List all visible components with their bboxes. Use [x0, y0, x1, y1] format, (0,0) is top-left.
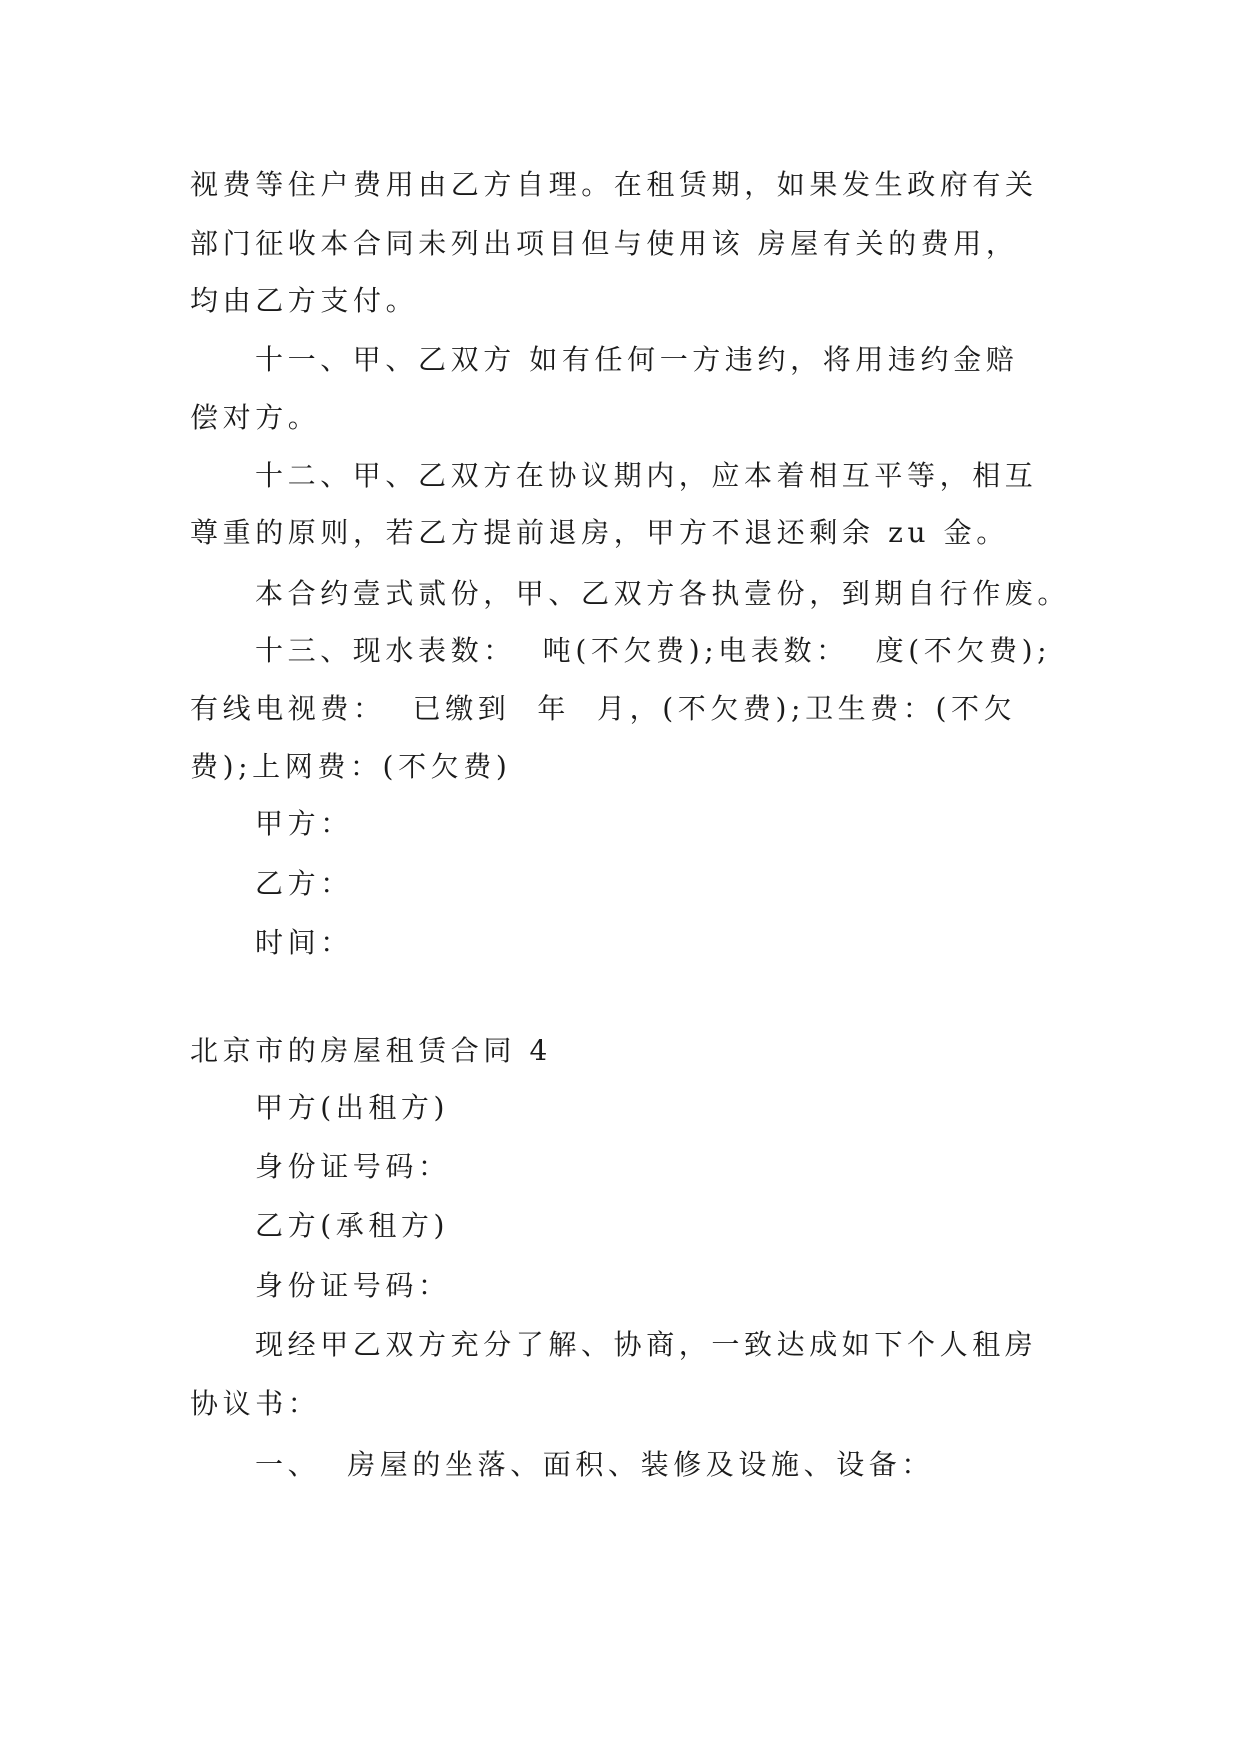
paragraph-line: 有线电视费： 已缴到 年 月，(不欠费);卫生费：(不欠 [190, 692, 1017, 725]
paragraph-line: 部门征收本合同未列出项目但与使用该 房屋有关的费用， [190, 227, 1019, 260]
section-title: 北京市的房屋租赁合同 4 [190, 1034, 552, 1067]
paragraph-line: 协议书： [190, 1387, 321, 1420]
paragraph-line: 费);上网费：(不欠费) [190, 750, 512, 783]
signature-party-a: 甲方： [255, 807, 353, 840]
party-b-label: 乙方(承租方) [255, 1209, 450, 1242]
paragraph-line: 均由乙方支付。 [190, 284, 419, 317]
paragraph-line: 现经甲乙双方充分了解、协商，一致达成如下个人租房 [255, 1328, 1038, 1361]
signature-party-b: 乙方： [255, 867, 353, 900]
clause-12: 十二、甲、乙双方在协议期内，应本着相互平等，相互 [255, 459, 1038, 492]
paragraph-line: 偿对方。 [190, 401, 321, 434]
signature-date: 时间： [255, 926, 353, 959]
party-a-id-label: 身份证号码： [255, 1150, 451, 1183]
clause-13: 十三、现水表数： 吨(不欠费);电表数： 度(不欠费); [255, 634, 1052, 667]
paragraph-line: 视费等住户费用由乙方自理。在租赁期，如果发生政府有关 [190, 168, 1038, 201]
party-b-id-label: 身份证号码： [255, 1269, 451, 1302]
party-a-label: 甲方(出租方) [255, 1091, 450, 1124]
clause-1-heading: 一、 房屋的坐落、面积、装修及设施、设备： [255, 1448, 935, 1481]
paragraph-line: 尊重的原则，若乙方提前退房，甲方不退还剩余 zu 金。 [190, 516, 1009, 549]
paragraph-line: 本合约壹式贰份，甲、乙双方各执壹份，到期自行作废。 [255, 577, 1071, 610]
clause-11: 十一、甲、乙双方 如有任何一方违约，将用违约金赔 [255, 343, 1019, 376]
